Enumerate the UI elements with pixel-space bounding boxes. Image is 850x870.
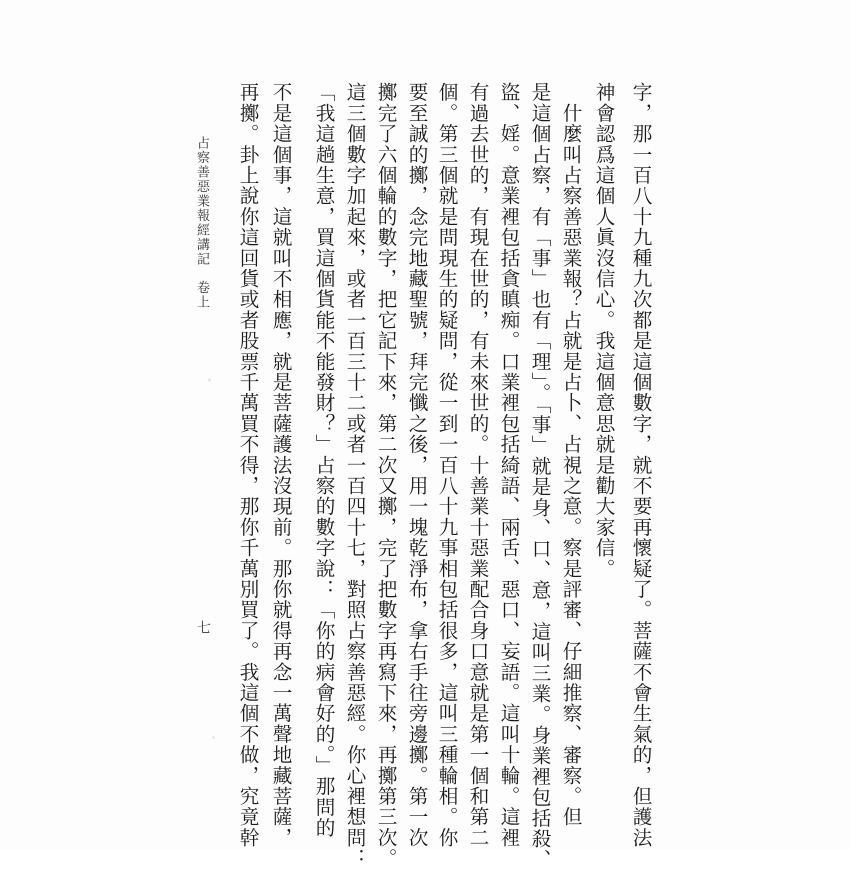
book-title: 占察善惡業報經講記 (194, 136, 209, 267)
text-column-13: 再擲。卦上說你這回貨或者股票千萬買不得，那你千萬別買了。我這個不做，究竟幹 (236, 82, 259, 848)
text-column-2: 神會認爲這個人眞沒信心。我這個意思就是勸大家信。 (592, 82, 615, 579)
text-column-12: 不是這個事，這就叫不相應，就是菩薩護法沒現前。那你就得再念一萬聲地藏菩薩， (269, 82, 292, 848)
scan-speck (208, 378, 211, 382)
text-column-3: 什麼叫占察善惡業報？占就是占卜、占視之意。察是評審、仔細推察、審察。但 (559, 82, 582, 828)
text-column-6: 有過去世的，有現在世的，有未來世的。十善業十惡業配合身口意就是第一個和第二 (466, 82, 489, 848)
scan-speck (212, 736, 215, 739)
text-column-5: 盜、婬。意業裡包括貪瞋痴。口業裡包括綺語、兩舌、惡口、妄語。這叫十輪。這裡 (497, 82, 520, 848)
text-column-10: 這三個數字加起來，或者一百三十二或者一百四十七，對照占察善惡經。你心裡想問： (343, 82, 366, 869)
text-column-9: 擲完了六個輪的數字，把它記下來，第二次又擲，完了把數字再寫下來，再擲第三次。 (374, 82, 397, 869)
text-column-8: 要至誠的擲，念完地藏聖號，拜完懺之後，用一塊乾淨布，拿右手往旁邊擲。第一次 (405, 82, 428, 848)
volume-label: 卷上 (194, 280, 209, 310)
page-number: 七 (195, 620, 211, 634)
text-column-4: 是這個占察，有「事」也有「理」。「事」就是身、口、意，這叫三業。身業裡包括殺、 (528, 82, 551, 870)
text-column-7: 個。第三個就是問現生的疑問，從一到一百八十九事相包括很多，這叫三種輪相。你 (435, 82, 458, 848)
text-column-11: 「我這趟生意，買這個貨能不能發財？」占察的數字說：「你的病會好的。」那問的 (312, 82, 335, 839)
running-header (192, 136, 210, 310)
text-column-1: 字，那一百八十九種九次都是這個數字，就不要再懷疑了。菩薩不會生氣的，但護法 (629, 82, 652, 848)
